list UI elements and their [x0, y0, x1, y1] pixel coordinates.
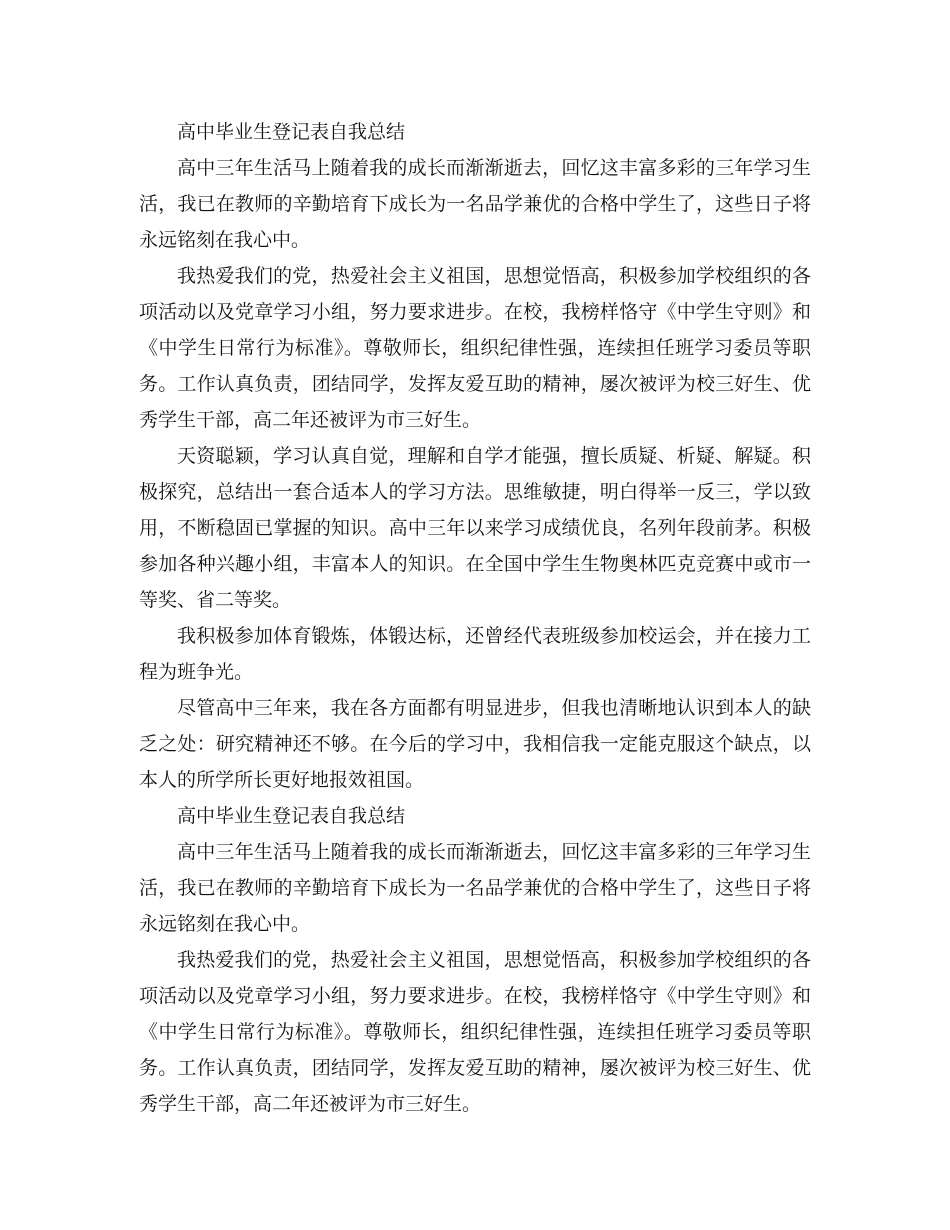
section-2-paragraph-2: 我热爱我们的党，热爱社会主义祖国，思想觉悟高，积极参加学校组织的各项活动以及党章学习小组，努力要求进步。在校，我榜样恪守《中学生守则》和《中学生日常行为标准》。尊敬师长，组织纪律性强，连续担任班学习委员等职务。工作认真负责，团结同学，发挥友爱互助的精神，屡次被评为校三好生、优秀学生干部，高二年还被评为市三好生。 — [139, 949, 811, 1115]
section-1-paragraph-3: 天资聪颖，学习认真自觉，理解和自学才能强，擅长质疑、析疑、解疑。积极探究，总结出一套合适本人的学习方法。思维敏捷，明白得举一反三，学以致用，不断稳固已掌握的知识。高中三年以来学习成绩优良，名列年段前茅。积极参加各种兴趣小组，丰富本人的知识。在全国中学生生物奥林匹克竞赛中或市一等奖、省二等奖。 — [139, 445, 811, 611]
document-body — [139, 114, 811, 1122]
section-1-title: 高中毕业生登记表自我总结 — [177, 121, 406, 143]
section-2-paragraph-1: 高中三年生活马上随着我的成长而渐渐逝去，回忆这丰富多彩的三年学习生活，我已在教师的辛勤培育下成长为一名品学兼优的合格中学生了，这些日子将永远铭刻在我心中。 — [139, 841, 811, 935]
section-1-paragraph-4: 我积极参加体育锻炼，体锻达标，还曾经代表班级参加校运会，并在接力工程为班争光。 — [139, 625, 811, 683]
section-1-paragraph-5: 尽管高中三年来，我在各方面都有明显进步，但我也清晰地认识到本人的缺乏之处：研究精神还不够。在今后的学习中，我相信我一定能克服这个缺点，以本人的所学所长更好地报效祖国。 — [139, 697, 811, 791]
section-1-paragraph-1: 高中三年生活马上随着我的成长而渐渐逝去，回忆这丰富多彩的三年学习生活，我已在教师的辛勤培育下成长为一名品学兼优的合格中学生了，这些日子将永远铭刻在我心中。 — [139, 157, 811, 251]
section-2-title: 高中毕业生登记表自我总结 — [177, 805, 406, 827]
section-1-paragraph-2: 我热爱我们的党，热爱社会主义祖国，思想觉悟高，积极参加学校组织的各项活动以及党章学习小组，努力要求进步。在校，我榜样恪守《中学生守则》和《中学生日常行为标准》。尊敬师长，组织纪律性强，连续担任班学习委员等职务。工作认真负责，团结同学，发挥友爱互助的精神，屡次被评为校三好生、优秀学生干部，高二年还被评为市三好生。 — [139, 265, 811, 431]
